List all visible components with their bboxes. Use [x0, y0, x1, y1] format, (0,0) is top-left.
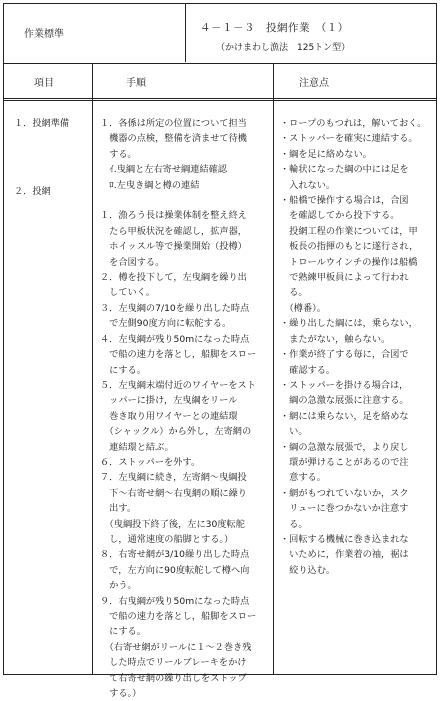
note-line: ・輪状になった綱の中には足を: [280, 164, 409, 176]
note-line: ・船橋で操作する場合は，合図: [280, 195, 409, 207]
note-line: を確認してから投下する。: [280, 210, 400, 222]
procedure-line: 出す。: [100, 503, 137, 515]
procedure-line: て右寄せ網の繰り出しをストップ: [100, 672, 247, 684]
item-prep: １．投網準備: [14, 118, 70, 129]
procedure-line: を合図する。: [100, 256, 165, 268]
note-line: ・ロープのもつれは，解いておく。: [280, 118, 427, 129]
procedure-line: ４．左曳綱が残り50mになった時点: [100, 333, 250, 345]
note-line: 入れない。: [280, 179, 336, 191]
procedure-line: [100, 193, 272, 208]
procedure-line: し，通常速度の船脚とする。）: [100, 533, 234, 545]
column-divider-2: [273, 64, 274, 674]
note-line: い。: [280, 426, 308, 438]
procedure-line: １．漁ろう長は操業体制を整え終え: [100, 210, 247, 222]
procedure-line: ７．左曳綱に続き，左寄網～曳綱投: [100, 472, 247, 484]
procedure-line: （曳綱投下終了後，左に30度転舵: [100, 518, 245, 530]
note-line: 確認する。: [280, 364, 336, 376]
work-standard-label: 作業標準: [24, 29, 64, 40]
note-line: ・綱を足に絡めない。: [280, 148, 372, 160]
column-header-item: 項目: [34, 78, 54, 89]
note-line: ・網には乗らない，足を絡めな: [280, 410, 409, 422]
procedure-line: （右寄せ網がリールに１～２巻き残: [100, 641, 252, 653]
column-header-procedure: 手順: [126, 78, 146, 89]
note-line: 絞り込む。: [280, 564, 336, 576]
header-left-cell: [4, 4, 186, 62]
procedure-column: [100, 116, 272, 701]
document-header: [4, 4, 436, 64]
work-standard-sheet: [3, 3, 437, 700]
procedure-line: 機器の点検，整備を済ませて待機: [100, 133, 247, 145]
note-line: ・繰り出した綱には，乗らない，: [280, 318, 418, 330]
procedure-line: にする。: [100, 626, 146, 638]
note-line: る。: [280, 518, 308, 530]
procedure-line: ﾛ.左曳き綱と樽の連結: [100, 179, 200, 191]
procedure-line: ホイッスル等で操業開始（投樽）: [100, 241, 247, 253]
procedure-line: で，左方向に90度転舵して樽へ向: [100, 564, 250, 576]
procedure-line: で船の速力を落とし，船脚をスロー: [100, 611, 257, 622]
procedure-line: ８．右寄せ網が3/10繰り出した時点: [100, 549, 250, 561]
note-line: （樽番）。: [280, 302, 326, 314]
note-line: ・ストッパーを確実に連結する。: [280, 133, 418, 145]
procedure-line: する。: [100, 148, 137, 160]
note-line: ・ストッパーを掛ける場合は，: [280, 379, 409, 391]
procedure-line: （シャックル）から外し，左寄網の: [100, 426, 252, 438]
note-line: トロールウインチの操作は船橋: [280, 256, 418, 268]
procedure-line: ッパーに掛け，左曳綱をリール: [100, 395, 238, 407]
procedure-line: 巻き取り用ワイヤーとの連結環: [100, 410, 238, 422]
note-line: リューに巻つかないか注意す: [280, 503, 409, 515]
column-header-row: [4, 64, 436, 101]
note-line: ・作業が終了する毎に，合図で: [280, 349, 409, 361]
procedure-line: ９．右曳綱が残り50mになった時点: [100, 595, 250, 607]
procedure-line: ３．左曳綱の7/10を繰り出した時点: [100, 302, 250, 314]
procedure-line: かう。: [100, 580, 137, 592]
procedure-line: ６．ストッパーを外す。: [100, 456, 201, 468]
note-line: 投網工程の作業については，甲: [280, 225, 418, 237]
procedure-line: で船の速力を落とし，船脚をスロー: [100, 349, 257, 361]
note-line: る。: [280, 287, 308, 299]
note-line: ・綱の急激な展張で，より戻し: [280, 441, 409, 453]
procedure-line: ｲ.曳綱と左右寄せ綱連結確認: [100, 164, 227, 176]
notes-column: [280, 116, 436, 578]
note-line: ・網がもつれていないか，スク: [280, 487, 409, 499]
column-divider-1: [92, 64, 93, 674]
note-line: で熟練甲板員によって行われ: [280, 272, 409, 284]
item-casting: ２．投網: [14, 186, 51, 197]
procedure-line: した時点でリールブレーキをかけ: [100, 657, 247, 669]
procedure-line: １．各係は所定の位置について担当: [100, 118, 247, 129]
procedure-line: たら甲板状況を確認し，拡声器，: [100, 225, 247, 237]
note-line: ・回転する機械に巻き込まれな: [280, 533, 409, 545]
note-line: 意する。: [280, 472, 326, 484]
document-subtitle: （かけまわし漁法 125トン型）: [216, 43, 351, 53]
column-header-notes: 注意点: [299, 78, 329, 89]
note-line: またがない，触らない。: [280, 333, 391, 345]
document-title: ４－１－３ 投網作業 （１）: [200, 22, 349, 34]
note-line: 板長の指揮のもとに遂行され，: [280, 241, 419, 253]
procedure-line: にする。: [100, 364, 146, 376]
procedure-line: していく。: [100, 287, 155, 299]
note-line: 環が弾けることがあるので注: [280, 456, 409, 468]
procedure-line: ５．左曳綱末端付近のワイヤーをスト: [100, 379, 256, 391]
procedure-line: 下～右寄せ網～右曳網の順に繰り: [100, 487, 247, 499]
note-line: いために，作業着の袖，裾は: [280, 549, 409, 561]
procedure-line: で左側90度方向に転舵する。: [100, 318, 232, 330]
note-line: 綱の急激な展張に注意する。: [280, 395, 409, 407]
procedure-line: 連結環と結ぶ。: [100, 441, 174, 453]
procedure-line: ２．樽を投下して，左曳綱を繰り出: [100, 272, 247, 284]
procedure-line: する。）: [100, 688, 142, 700]
